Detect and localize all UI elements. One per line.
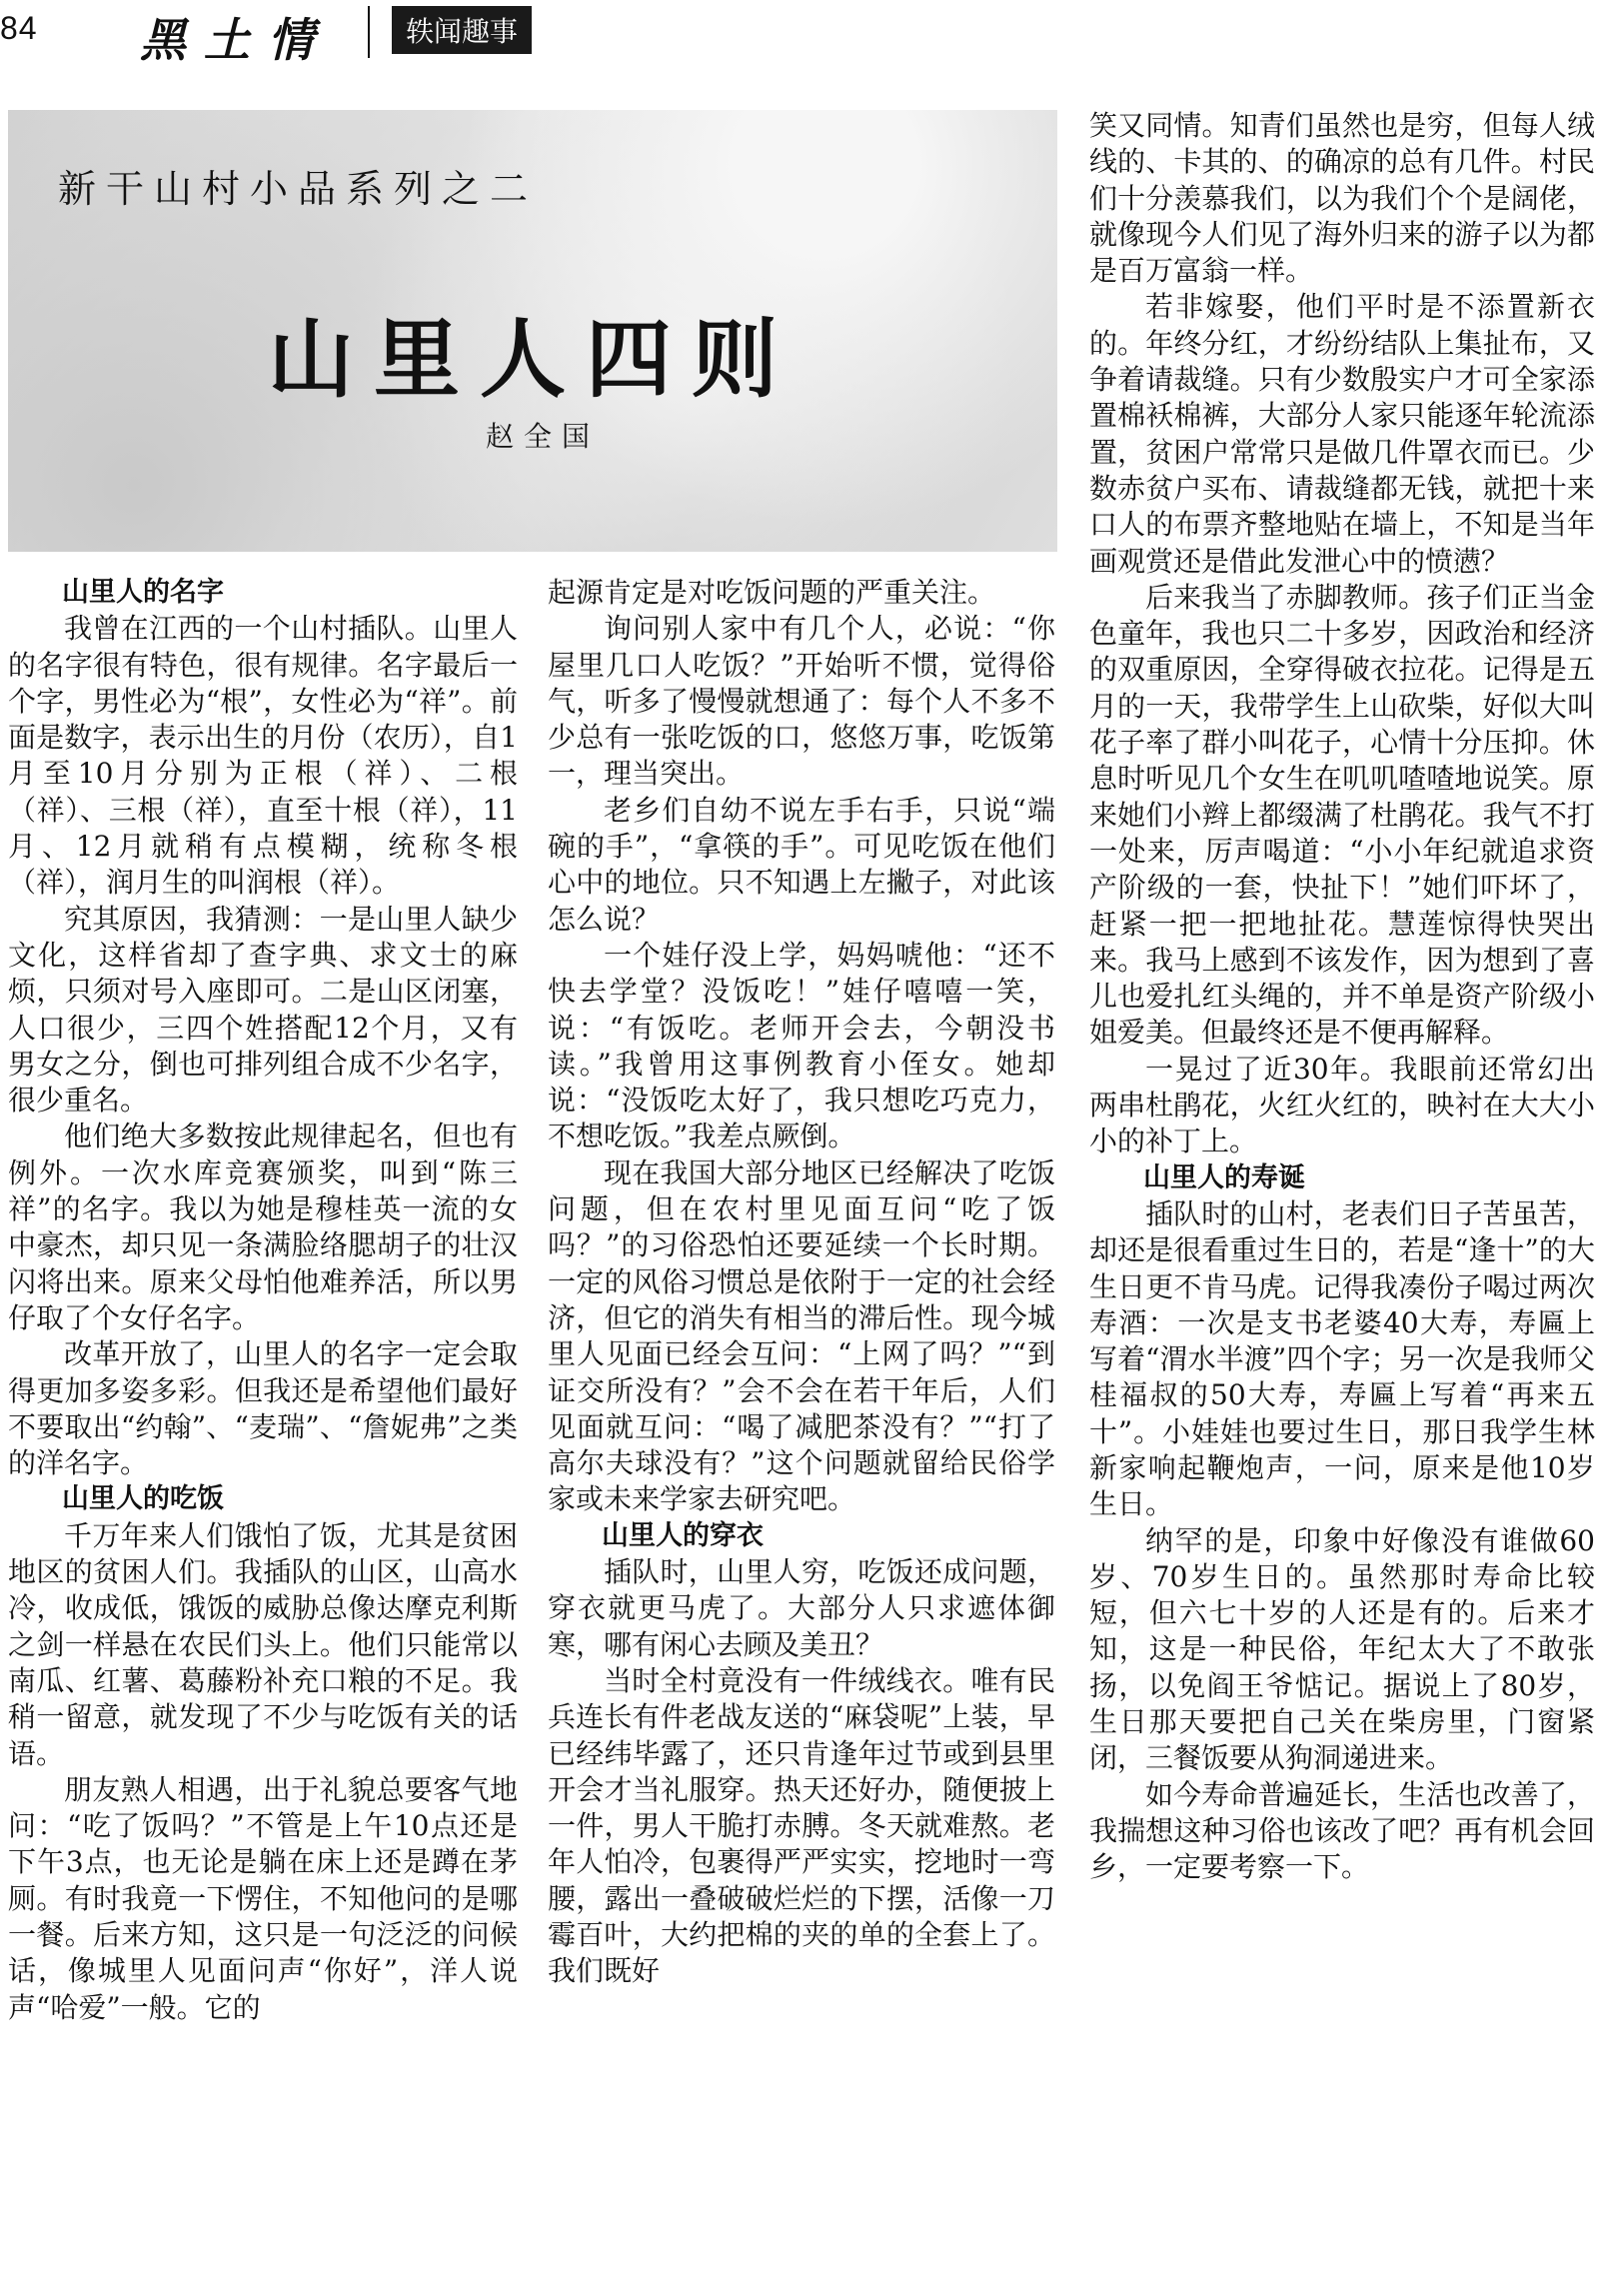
- text-column-1: [8, 575, 518, 2026]
- paragraph: 插队时的山村，老表们日子苦虽苦，却还是很看重过生日的，若是“逢十”的大生日更不肯马虎。记得我凑份子喝过两次寿酒：一次是支书老婆40大寿，寿匾上写着“渭水半渡”四个字；另一次是我师父桂福叔的50大寿，寿匾上写着“再来五十”。小娃娃也要过生日，那日我学生林新家响起鞭炮声，一问，原来是他10岁生日。: [1089, 1196, 1595, 1521]
- header-divider: [368, 6, 370, 58]
- paragraph-continued: 笑又同情。知青们虽然也是穷，但每人绒线的、卡其的、的确凉的总有几件。村民们十分羡慕我们，以为我们个个是阔佬，就像现今人们见了海外归来的游子以为都是百万富翁一样。: [1089, 109, 1595, 288]
- section-tag: 轶闻趣事: [392, 6, 532, 54]
- hero-banner: [8, 110, 1057, 552]
- series-title: 新干山村小品系列之二: [58, 167, 539, 211]
- magazine-logo: 黑土情: [140, 13, 332, 67]
- paragraph: 现在我国大部分地区已经解决了吃饭问题，但在农村里见面互问“吃了饭吗？”的习俗恐怕还要延续一个长时期。一定的风俗习惯总是依附于一定的社会经济，但它的消失有相当的滞后性。现今城里人见面已经会互问：“上网了吗？”“到证交所没有？”会不会在若干年后，人们见面就互问：“喝了减肥茶没有？”“打了高尔夫球没有？”这个问题就留给民俗学家或未来学家去研究吧。: [548, 1155, 1055, 1516]
- paragraph: 改革开放了，山里人的名字一定会取得更加多姿多彩。但我还是希望他们最好不要取出“约翰”、“麦瑞”、“詹妮弗”之类的洋名字。: [8, 1337, 518, 1480]
- text-column-3: [1089, 108, 1595, 1886]
- paragraph: 后来我当了赤脚教师。孩子们正当金色童年，我也只二十多岁，因政治和经济的双重原因，全穿得破衣拉花。记得是五月的一天，我带学生上山砍柴，好似大叫花子率了群小叫花子，心情十分压抑。休息时听见几个女生在叽叽喳喳地说笑。原来她们小辫上都缀满了杜鹃花。我气不打一处来，厉声喝道：“小小年纪就追求资产阶级的一套，快扯下！”她们吓坏了，赶紧一把一把地扯花。慧莲惊得快哭出来。我马上感到不该发作，因为想到了喜儿也爱扎红头绳的，并不单是资产阶级小姐爱美。但最终还是不便再解释。: [1089, 580, 1595, 1050]
- paragraph: 询问别人家中有几个人，必说：“你屋里几口人吃饭？”开始听不惯，觉得俗气，听多了慢慢就想通了：每个人不多不少总有一张吃饭的口，悠悠万事，吃饭第一，理当突出。: [548, 612, 1055, 791]
- section-heading-birthdays: 山里人的寿诞: [1143, 1161, 1305, 1193]
- paragraph-continued: 起源肯定是对吃饭问题的严重关注。: [548, 576, 996, 609]
- paragraph: 当时全村竟没有一件绒线衣。唯有民兵连长有件老战友送的“麻袋呢”上装，早已经纬毕露了，还只肯逢年过节或到县里开会才当礼服穿。热天还好办，随便披上一件，男人干脆打赤膊。冬天就难熬。老年人怕冷，包裹得严严实实，挖地时一弯腰，露出一叠破破烂烂的下摆，活像一刀霉百叶，大约把棉的夹的单的全套上了。我们既好: [548, 1663, 1055, 1988]
- paragraph: 朋友熟人相遇，出于礼貌总要客气地问：“吃了饭吗？”不管是上午10点还是下午3点，也无论是躺在床上还是蹲在茅厕。有时我竟一下愣住，不知他问的是哪一餐。后来方知，这只是一句泛泛的问候话，像城里人见面问声“你好”，洋人说声“哈爱”一般。它的: [8, 1772, 518, 2024]
- paragraph: 纳罕的是，印象中好像没有谁做60岁、70岁生日的。虽然那时寿命比较短，但六七十岁的人还是有的。后来才知，这是一种民俗，年纪太大了不敢张扬，以免阎王爷惦记。据说上了80岁，生日那天要把自己关在柴房里，门窗紧闭，三餐饭要从狗洞递进来。: [1089, 1523, 1595, 1775]
- paragraph: 他们绝大多数按此规律起名，但也有例外。一次水库竞赛颁奖，叫到“陈三祥”的名字。我以为她是穆桂英一流的女中豪杰，却只见一条满脸络腮胡子的壮汉闪将出来。原来父母怕他难养活，所以男仔取了个女仔名字。: [8, 1120, 518, 1334]
- paragraph: 一晃过了近30年。我眼前还常幻出两串杜鹃花，火红火红的，映衬在大大小小的补丁上。: [1089, 1052, 1595, 1158]
- article-title: 山里人四则: [268, 309, 798, 410]
- paragraph: 我曾在江西的一个山村插队。山里人的名字很有特色，很有规律。名字最后一个字，男性必为“根”，女性必为“祥”。前面是数字，表示出生的月份（农历），自1月至10月分别为正根（祥）、二根（祥）、三根（祥），直至十根（祥），11月、12月就稍有点模糊，统称冬根（祥），润月生的叫润根（祥）。: [8, 612, 518, 900]
- article-author: 赵全国: [485, 420, 600, 453]
- text-column-2: [548, 575, 1055, 1990]
- paragraph: 若非嫁娶，他们平时是不添置新衣的。年终分红，才纷纷结队上集扯布，又争着请裁缝。只有少数殷实户才可全家添置棉袄棉裤，大部分人家只能逐年轮流添置，贫困户常常只是做几件罩衣而已。少数赤贫户买布、请裁缝都无钱，就把十来口人的布票齐整地贴在墙上，不知是当年画观赏还是借此发泄心中的愤懑？: [1089, 290, 1595, 578]
- paragraph: 一个娃仔没上学，妈妈唬他：“还不快去学堂？没饭吃！”娃仔嘻嘻一笑，说：“有饭吃。老师开会去，今朝没书读。”我曾用这事例教育小侄女。她却说：“没饭吃太好了，我只想吃巧克力，不想吃饭。”我差点厥倒。: [548, 938, 1055, 1153]
- paragraph: 如今寿命普遍延长，生活也改善了，我揣想这种习俗也该改了吧？再有机会回乡，一定要考察一下。: [1089, 1777, 1595, 1884]
- page-header: [0, 0, 1599, 80]
- paragraph: 老乡们自幼不说左手右手，只说“端碗的手”，“拿筷的手”。可见吃饭在他们心中的地位。只不知遇上左撇子，对此该怎么说？: [548, 793, 1055, 936]
- paragraph: 千万年来人们饿怕了饭，尤其是贫困地区的贫困人们。我插队的山区，山高水冷，收成低，饿饭的威胁总像达摩克利斯之剑一样悬在农民们头上。他们只能常以南瓜、红薯、葛藤粉补充口粮的不足。我稍一留意，就发现了不少与吃饭有关的话语。: [8, 1518, 518, 1770]
- section-heading-clothing: 山里人的穿衣: [602, 1519, 764, 1551]
- paragraph: 插队时，山里人穷，吃饭还成问题，穿衣就更马虎了。大部分人只求遮体御寒，哪有闲心去顾及美丑？: [548, 1555, 1055, 1661]
- paragraph: 究其原因，我猜测：一是山里人缺少文化，这样省却了查字典、求文士的麻烦，只须对号入座即可。二是山区闭塞，人口很少，三四个姓搭配12个月，又有男女之分，倒也可排列组合成不少名字，很少重名。: [8, 902, 518, 1118]
- section-heading-names: 山里人的名字: [62, 577, 224, 608]
- section-heading-eating: 山里人的吃饭: [62, 1483, 224, 1515]
- page-number: 84: [0, 10, 38, 46]
